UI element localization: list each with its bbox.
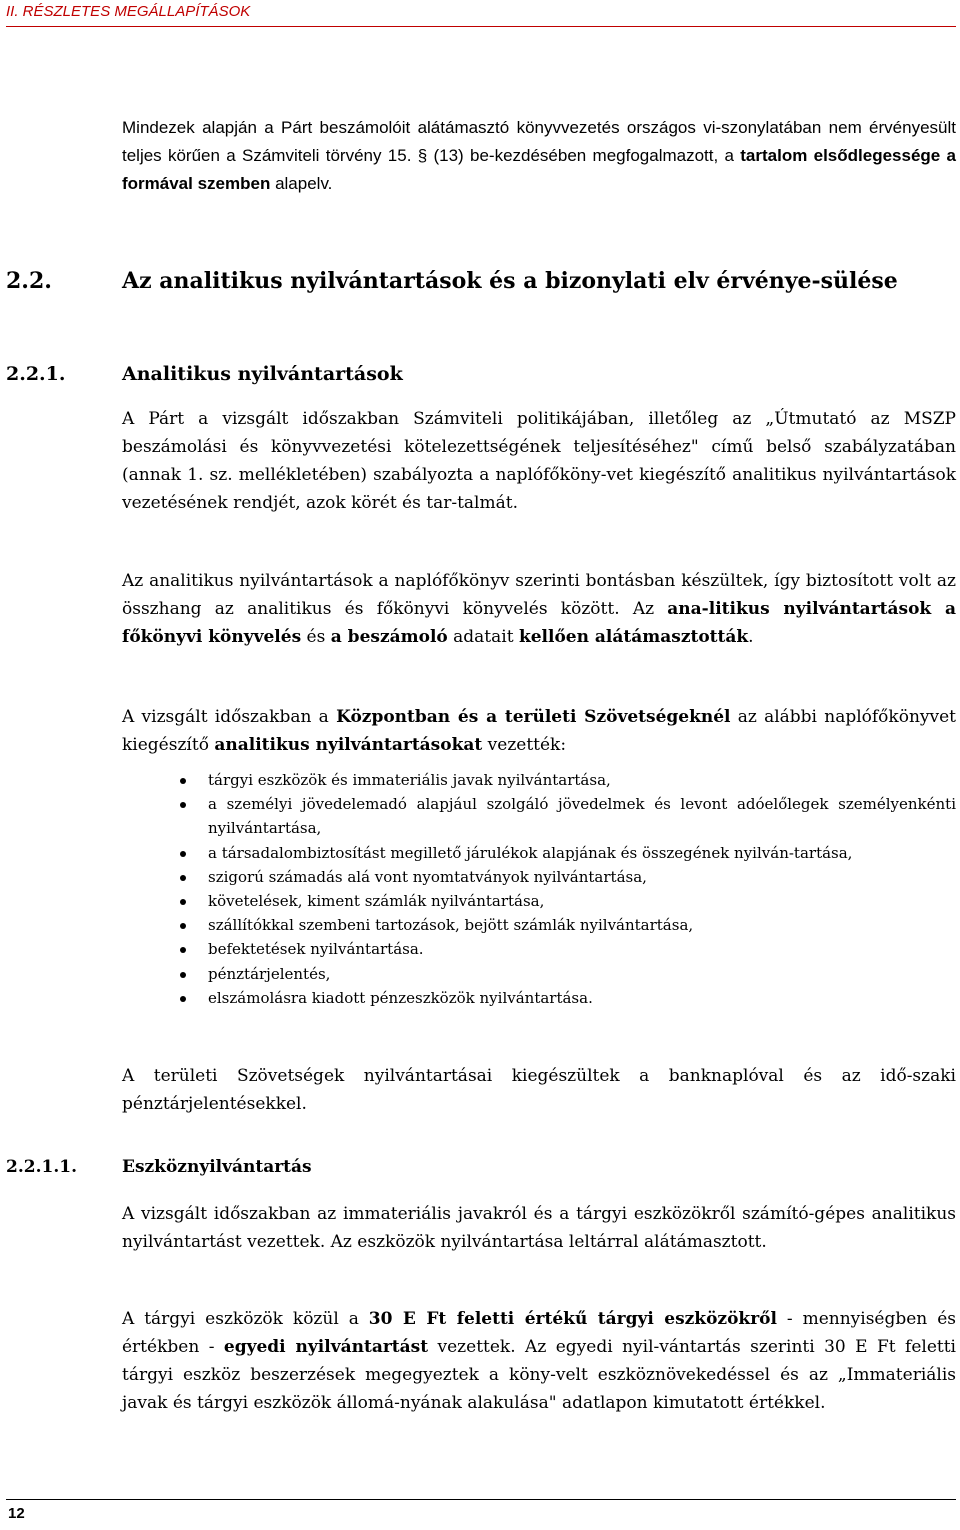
para6-text-2: - mennyiségben és értékben - [122, 1309, 956, 1357]
list-item-text: tárgyi eszközök és immateriális javak nyilvántartása, [208, 771, 611, 789]
bullet-icon [180, 947, 186, 953]
para2-text-3: adatait [447, 627, 519, 647]
list-item-text: pénztárjelentés, [208, 964, 331, 983]
paragraph-6 [122, 1305, 956, 1417]
bullet-icon [180, 923, 186, 929]
bullet-icon [180, 972, 186, 978]
section-number: 2.2.1.1. [6, 1157, 77, 1177]
bullet-icon [180, 851, 186, 857]
para3-text-2: az alábbi naplófőkönyvet kiegészítő [122, 707, 956, 755]
list-item [122, 889, 956, 913]
para6-bold-1: 30 E Ft feletti értékű tárgyi eszközökről [368, 1309, 777, 1329]
section-number: 2.2.1. [6, 363, 66, 385]
section-title: Eszköznyilvántartás [122, 1157, 312, 1177]
paragraph-5: A vizsgált időszakban az immateriális javakról és a tárgyi eszközökről számító-gépes analitikus nyilvántartást vezettek. Az eszközök nyilvántartása leltárral alátámasztott. [122, 1204, 956, 1252]
list-item [122, 768, 956, 792]
list-item [122, 865, 956, 889]
paragraph-2 [122, 567, 956, 651]
list-item [122, 792, 956, 840]
list-item [122, 937, 956, 961]
list-item-text: a társadalombiztosítást megillető járulékok alapjának és összegének nyilván-tartása, [208, 843, 853, 862]
para2-bold-1: ana-litikus nyilvántartások a főkönyvi könyvelés [122, 599, 956, 647]
para6-text-1: A tárgyi eszközök közül a [122, 1309, 369, 1329]
section-number: 2.2. [6, 268, 52, 294]
para6-text-3: vezettek. Az egyedi nyil-vántartás szerinti 30 E Ft feletti tárgyi eszköz beszerzések megegyeztek a köny-velt eszköznövekedéssel és az „Immateriális javak és tárgyi eszközök állomá-nyának alakulása" adatlapon kimutatott értékkel. [122, 1337, 956, 1413]
list-item-text: befektetések nyilvántartása. [208, 940, 424, 959]
list-item-text: szigorú számadás alá vont nyomtatványok nyilvántartása, [208, 867, 647, 886]
bullet-icon [180, 802, 186, 808]
list-item [122, 962, 956, 986]
para3-text-1: A vizsgált időszakban a [122, 707, 337, 727]
page-number: 12 [8, 1505, 25, 1522]
para2-text-2: és [301, 627, 331, 647]
para3-text-3: vezették: [482, 735, 567, 755]
section-title: Analitikus nyilvántartások [122, 363, 403, 385]
paragraph-1: A Párt a vizsgált időszakban Számviteli politikájában, illetőleg az „Útmutató az MSZP beszámolási és könyvvezetési kötelezettségének teljesítéséhez" című belső szabályzatában (annak 1. sz. mellékletében) szabályozta a naplófőköny-vet kiegészítő analitikus nyilvántartások vezetésének rendjét, azok körét és tar-talmát. [122, 409, 956, 513]
para2-text-1: Az analitikus nyilvántartások a naplófőkönyv szerinti bontásban készültek, így biztosított volt az összhang az analitikus és főkönyvi könyvelés között. Az [122, 571, 956, 619]
paragraph-3 [122, 703, 956, 759]
bullet-icon [180, 778, 186, 784]
intro-text-2: alapelv. [270, 174, 333, 193]
list-item-text: szállítókkal szembeni tartozások, bejött számlák nyilvántartása, [208, 916, 694, 935]
list-item-text: követelések, kiment számlák nyilvántartása, [208, 892, 545, 911]
analytics-list [122, 768, 956, 1010]
list-item [122, 986, 956, 1010]
list-item-text: a személyi jövedelemadó alapjául szolgáló jövedelmek és levont adóelőlegek személyenkénti nyilvántartása, [208, 795, 956, 838]
list-item-text: elszámolásra kiadott pénzeszközök nyilvántartása. [208, 988, 593, 1007]
intro-bold: tartalom elsődlegessége a formával szemben [122, 146, 956, 193]
intro-paragraph [122, 114, 956, 198]
bullet-icon [180, 875, 186, 881]
section-title: Az analitikus nyilvántartások és a bizonylati elv érvénye-sülése [122, 268, 898, 294]
paragraph-4: A területi Szövetségek nyilvántartásai kiegészültek a banknaplóval és az idő-szaki pénztárjelentésekkel. [122, 1066, 956, 1114]
para2-bold-2: a beszámoló [330, 627, 448, 647]
para2-bold-3: kellően alátámasztották [518, 627, 749, 647]
bullet-icon [180, 899, 186, 905]
list-item [122, 841, 956, 865]
bullet-icon [180, 996, 186, 1002]
page-header: II. RÉSZLETES MEGÁLLAPÍTÁSOK [6, 0, 956, 27]
footer-divider [6, 1499, 956, 1500]
intro-text-1: Mindezek alapján a Párt beszámolóit alátámasztó könyvvezetés országos vi-szonylatában nem érvényesült teljes körűen a Számviteli törvény 15. § (13) be-kezdésében megfogalmazott, a [122, 118, 956, 165]
para6-bold-2: egyedi nyilvántartást [223, 1337, 429, 1357]
para3-bold-2: analitikus nyilvántartásokat [214, 735, 483, 755]
list-item [122, 913, 956, 937]
para2-text-4: . [748, 627, 754, 647]
para3-bold-1: Központban és a területi Szövetségeknél [336, 707, 731, 727]
